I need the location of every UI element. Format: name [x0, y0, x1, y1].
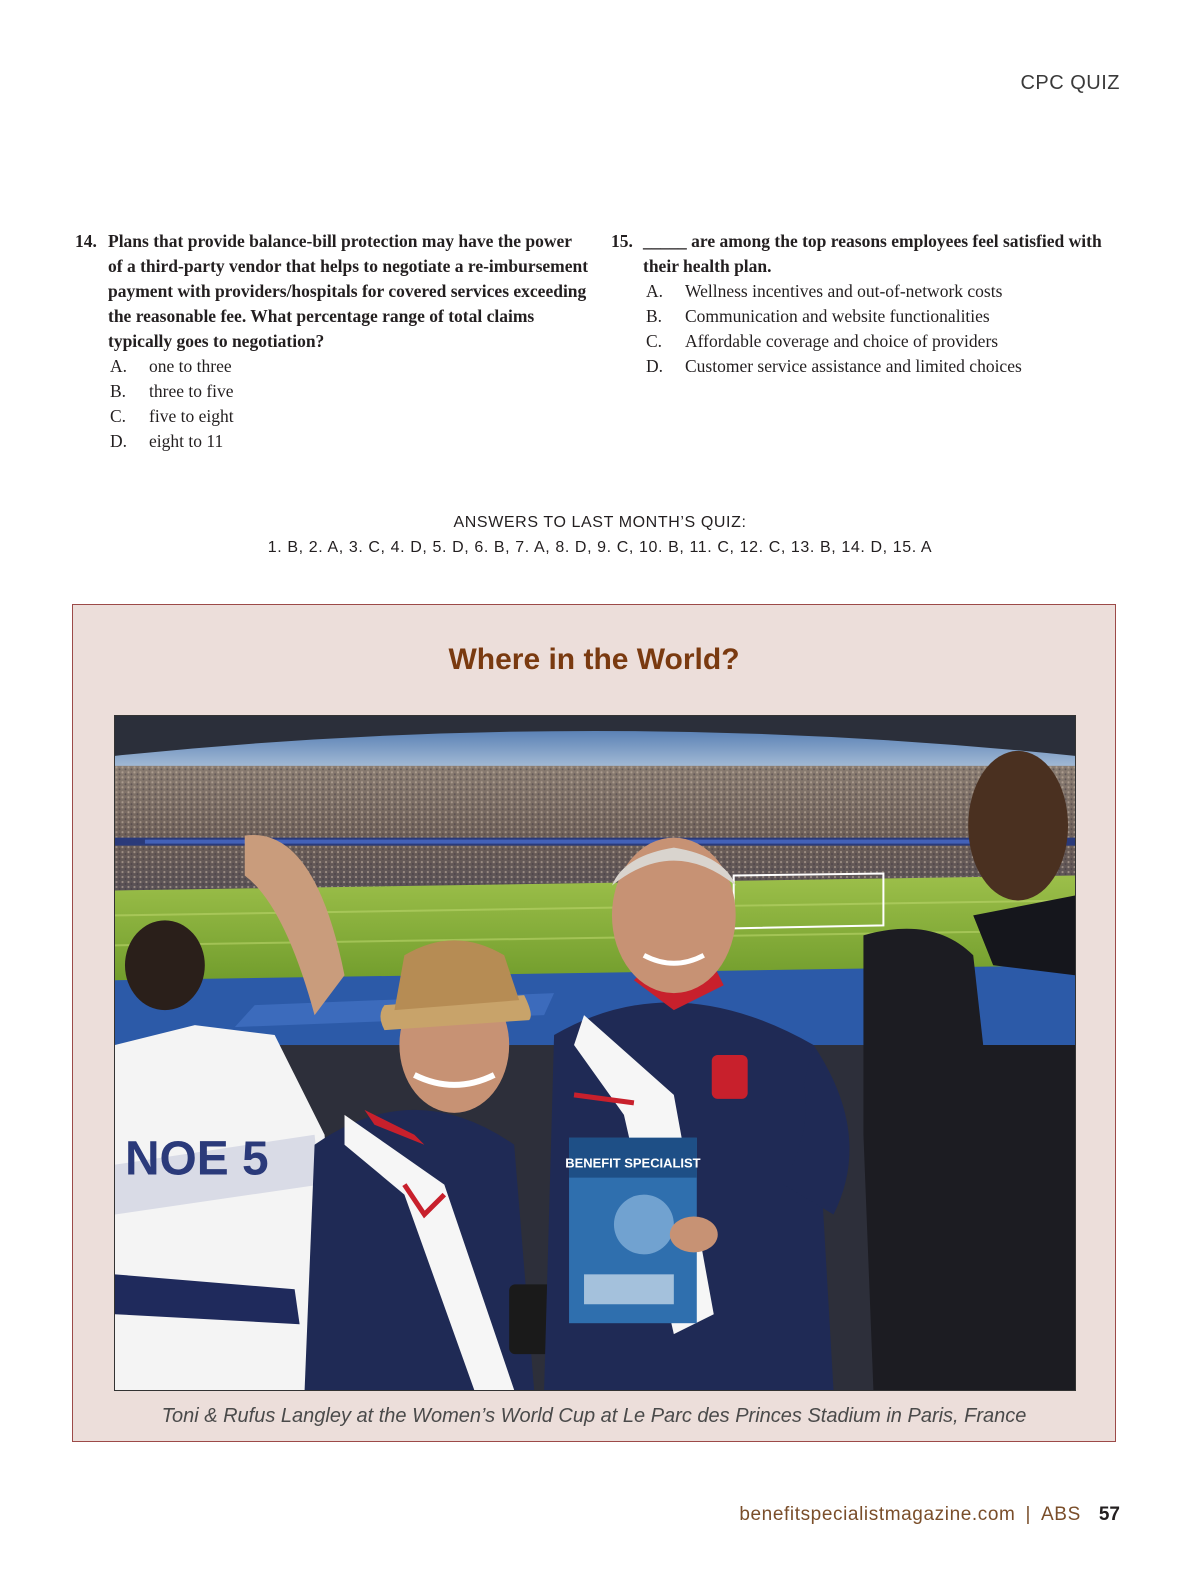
- stadium-photo: [114, 715, 1076, 1391]
- question-text: _____ are among the top reasons employees feel satisfied with their health plan.: [643, 231, 1102, 276]
- question-number: 15.: [611, 231, 633, 251]
- jersey-name: NOE 5: [124, 1132, 269, 1186]
- page-footer: [739, 1504, 1120, 1526]
- footer-separator: |: [1025, 1504, 1032, 1525]
- option-b: B. Communication and website functionalities: [646, 306, 990, 326]
- footer-website: benefitspecialistmagazine.com: [739, 1504, 1016, 1525]
- footer-publication: ABS: [1041, 1504, 1081, 1525]
- option-c: C. five to eight: [110, 406, 234, 426]
- question-number: 14.: [75, 231, 97, 251]
- option-a: A. Wellness incentives and out-of-network costs: [646, 281, 1003, 301]
- where-in-the-world-box: [72, 604, 1116, 1442]
- magazine-title: BENEFIT SPECIALIST: [565, 1155, 701, 1171]
- option-list: [110, 354, 590, 454]
- page-number: 57: [1098, 1504, 1120, 1525]
- photo-caption: Toni & Rufus Langley at the Women’s World Cup at Le Parc des Princes Stadium in Paris, France: [161, 1405, 1027, 1427]
- where-in-the-world-title: Where in the World?: [448, 643, 740, 676]
- question-text: Plans that provide balance-bill protection may have the power of a third-party vendor that helps to negotiate a re-imbursement payment with providers/hospitals for covered services exceeding the reasonable fee. What percentage range of total claims typically goes to negotiation?: [108, 231, 589, 351]
- option-c: C. Affordable coverage and choice of providers: [646, 331, 999, 351]
- question-14: [75, 229, 590, 454]
- option-a: A. one to three: [110, 356, 232, 376]
- answers-list: 1. B, 2. A, 3. C, 4. D, 5. D, 6. B, 7. A, 8. D, 9. C, 10. B, 11. C, 12. C, 13. B, 14. D, 15. A: [267, 539, 933, 556]
- option-d: D. Customer service assistance and limited choices: [646, 356, 1022, 376]
- option-list: [646, 279, 1121, 379]
- option-d: D. eight to 11: [110, 431, 224, 451]
- question-15: [611, 229, 1121, 379]
- answers-heading: ANSWERS TO LAST MONTH’S QUIZ:: [453, 514, 747, 531]
- section-label: CPC QUIZ: [1020, 72, 1120, 94]
- option-b: B. three to five: [110, 381, 234, 401]
- answers-block: [0, 510, 1200, 560]
